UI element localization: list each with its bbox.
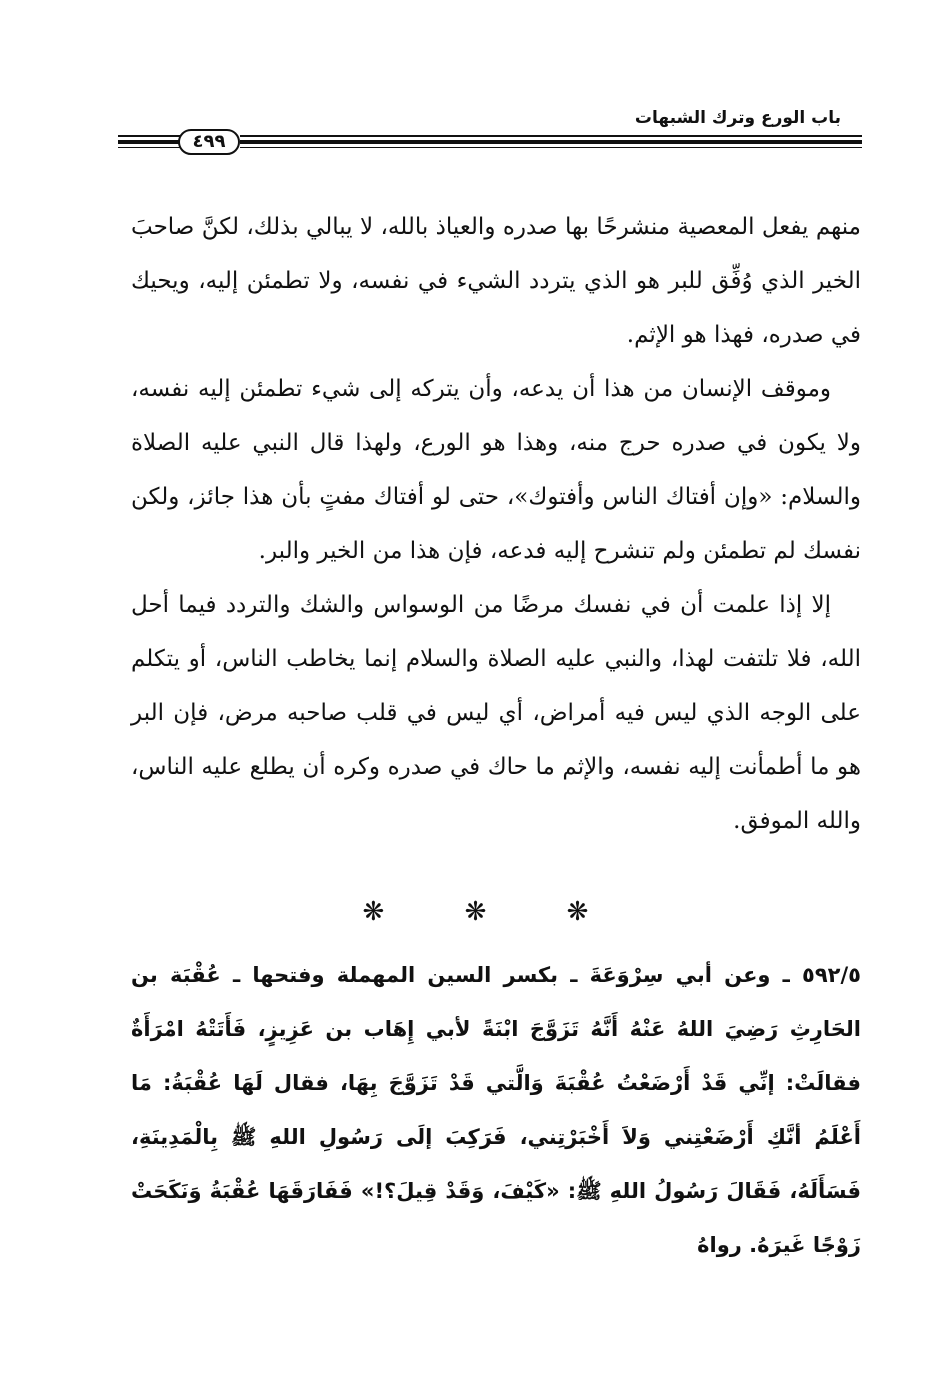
body-text (131, 200, 861, 848)
header-rule (240, 140, 862, 144)
hadith-paragraph: ٥٩٢/٥ ـ وعن أبي سِرْوَعَةَ ـ بكسر السين المهملة وفتحها ـ عُقْبَة بن الحَارِثِ رَضِيَ اللهُ عَنْهُ أَنَّهُ تَزَوَّجَ ابْنَةً لأبي إِهَاب بن عَزِيزٍ، فَأَتَتْهُ امْرَأَةٌ فقالَتْ: إنِّي قَدْ أَرْضَعْتُ عُقْبَةَ وَالَّتي قَدْ تَزَوَّجَ بِهَا، فقال لَهَا عُقْبَةُ: مَا أَعْلَمُ أنَّكِ أَرْضَعْتِني وَلاَ أَخْبَرْتِني، فَرَكِبَ إلَى رَسُولِ اللهِ ﷺ بِالْمَدِينَةِ، فَسَأَلَهُ، فَقَالَ رَسُولُ اللهِ ﷺ: «كَيْفَ، وَقَدْ قِيلَ؟!» فَفَارَقَهَا عُقْبَةُ وَنَكَحَتْ زَوْجًا غَيرَهُ. رواهُ (131, 963, 861, 1257)
hadith-text (131, 948, 861, 1272)
separator-star-icon: ❋ (464, 897, 487, 927)
separator-star-icon: ❋ (362, 897, 385, 927)
header-rule (118, 140, 180, 144)
header-rule (240, 147, 862, 148)
paragraph: وموقف الإنسان من هذا أن يدعه، وأن يتركه إلى شيء تطمئن إليه نفسه، ولا يكون في صدره حرج منه، وهذا هو الورع، ولهذا قال النبي عليه الصلاة والسلام: «وإن أفتاك الناس وأفتوك»، حتى لو أفتاك مفتٍ بأن هذا جائز، ولكن نفسك لم تطمئن ولم تنشرح إليه فدعه، فإن هذا من الخير والبر. (131, 376, 861, 564)
section-separator (0, 897, 951, 927)
running-header-title: باب الورع وترك الشبهات (634, 108, 841, 128)
separator-star-icon: ❋ (566, 897, 589, 927)
header-rule (118, 135, 180, 137)
header-rule (240, 135, 862, 137)
paragraph: إلا إذا علمت أن في نفسك مرضًا من الوسواس والشك والتردد فيما أحل الله، فلا تلتفت لهذا، والنبي عليه الصلاة والسلام إنما يخاطب الناس، أو يتكلم على الوجه الذي ليس فيه أمراض، أي ليس في قلب صاحبه مرض، فإن البر هو ما أطمأنت إليه نفسه، والإثم ما حاك في صدره وكره أن يطلع عليه الناس، والله الموفق. (131, 592, 861, 834)
page-number: ٤٩٩ (178, 129, 240, 155)
header-rule (118, 147, 180, 148)
paragraph: منهم يفعل المعصية منشرحًا بها صدره والعياذ بالله، لا يبالي بذلك، لكنَّ صاحبَ الخير الذي وُفِّق للبر هو الذي يتردد الشيء في نفسه، ولا تطمئن إليه، ويحيك في صدره، فهذا هو الإثم. (131, 214, 861, 348)
